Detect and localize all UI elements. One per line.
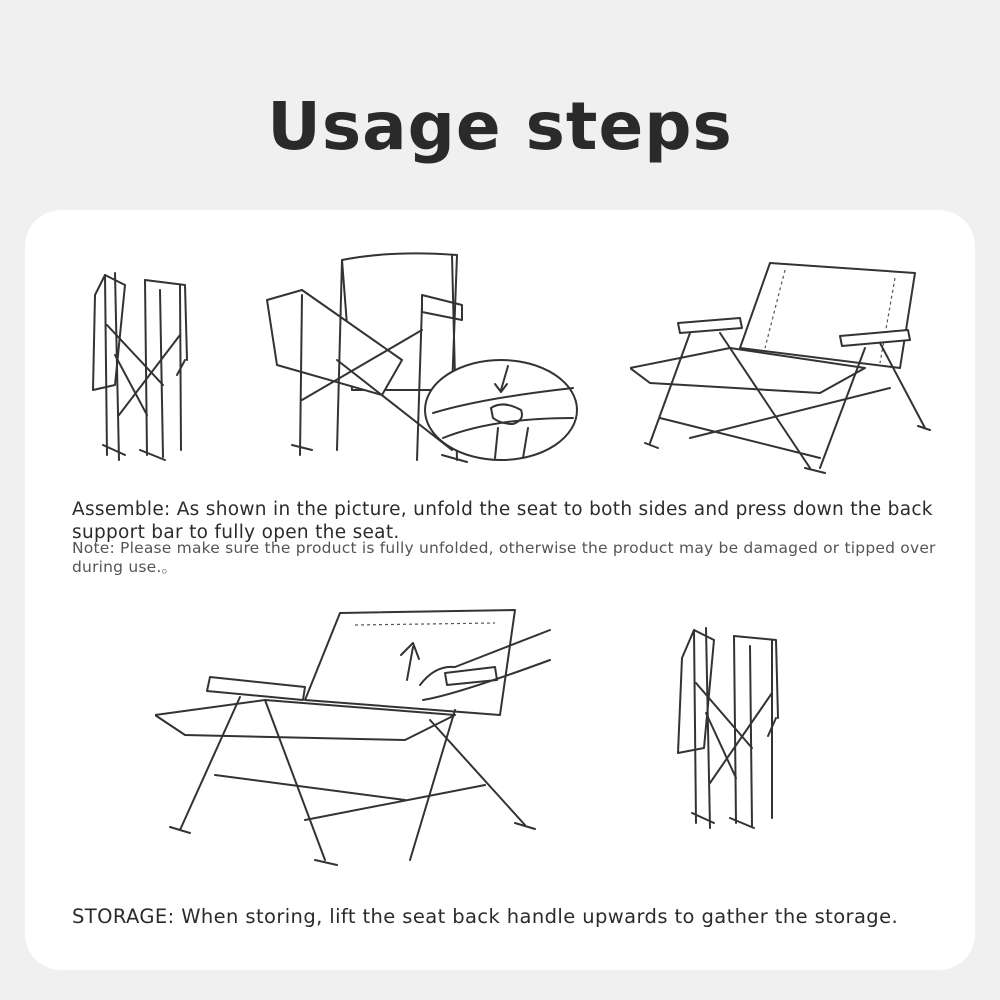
lift-handle-chair-icon [155,605,555,870]
press-bar-detail-icon [423,358,583,468]
storage-instruction: STORAGE: When storing, lift the seat back handle upwards to gather the storage. [72,905,899,928]
folded-chair-icon [672,618,787,833]
assemble-note: Note: Please make sure the product is fully unfolded, otherwise the product may be damaged or tipped over during use.。 [72,539,936,576]
folded-chair-icon [85,265,200,465]
open-chair-icon [630,258,935,478]
assemble-instruction: Assemble: As shown in the picture, unfold the seat to both sides and press down the back support bar to fully open the seat. [72,499,933,543]
page-title: Usage steps [267,88,733,165]
